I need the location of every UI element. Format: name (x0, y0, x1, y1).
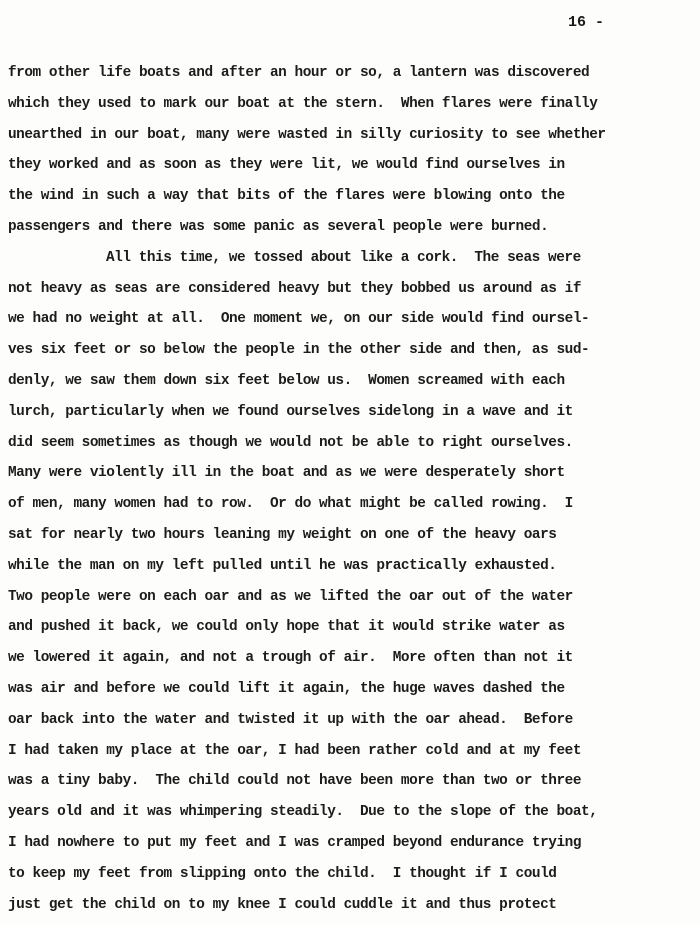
text-line-23: I had taken my place at the oar, I had been rather cold and at my feet (8, 742, 582, 759)
text-line-22: oar back into the water and twisted it up with the oar ahead. Before (8, 711, 573, 728)
text-line-25: years old and it was whimpering steadily. Due to the slope of the boat, (8, 804, 598, 821)
text-line-4: they worked and as soon as they were lit, we would find ourselves in (8, 157, 565, 174)
text-line-15: of men, many women had to row. Or do what might be called rowing. I (8, 496, 573, 513)
text-line-19: and pushed it back, we could only hope that it would strike water as (8, 619, 565, 636)
text-line-10: ves six feet or so below the people in the other side and then, as sud- (8, 342, 590, 359)
text-line-3: unearthed in our boat, many were wasted in silly curiosity to see whether (8, 126, 606, 143)
paragraph-start-line: All this time, we tossed about like a cork. The seas were (106, 249, 581, 266)
text-line-6: passengers and there was some panic as several people were burned. (8, 218, 549, 235)
text-line-14: Many were violently ill in the boat and as we were desperately short (8, 465, 565, 482)
text-line-2: which they used to mark our boat at the stern. When flares were finally (8, 95, 598, 112)
text-line-18: Two people were on each oar and as we lifted the oar out of the water (8, 588, 573, 605)
text-line-12: lurch, particularly when we found ourselves sidelong in a wave and it (8, 403, 573, 420)
page-number: 16 - (568, 14, 605, 31)
text-line-20: we lowered it again, and not a trough of air. More often than not it (8, 650, 573, 667)
text-line-11: denly, we saw them down six feet below us. Women screamed with each (8, 372, 565, 389)
text-line-17: while the man on my left pulled until he was practically exhausted. (8, 557, 557, 574)
text-line-5: the wind in such a way that bits of the flares were blowing onto the (8, 188, 565, 205)
text-line-21: was air and before we could lift it again, the huge waves dashed the (8, 680, 565, 697)
body-text (8, 58, 694, 920)
text-line-16: sat for nearly two hours leaning my weight on one of the heavy oars (8, 526, 557, 543)
text-line-27: to keep my feet from slipping onto the child. I thought if I could (8, 865, 557, 882)
text-line-24: was a tiny baby. The child could not have been more than two or three (8, 773, 582, 790)
text-line-9: we had no weight at all. One moment we, on our side would find oursel- (8, 311, 590, 328)
text-line-28: just get the child on to my knee I could cuddle it and thus protect (8, 896, 557, 913)
text-line-8: not heavy as seas are considered heavy but they bobbed us around as if (8, 280, 582, 297)
text-line-13: did seem sometimes as though we would not be able to right ourselves. (8, 434, 573, 451)
text-line-1: from other life boats and after an hour or so, a lantern was discovered (8, 65, 590, 81)
text-line-26: I had nowhere to put my feet and I was cramped beyond endurance trying (8, 834, 582, 851)
